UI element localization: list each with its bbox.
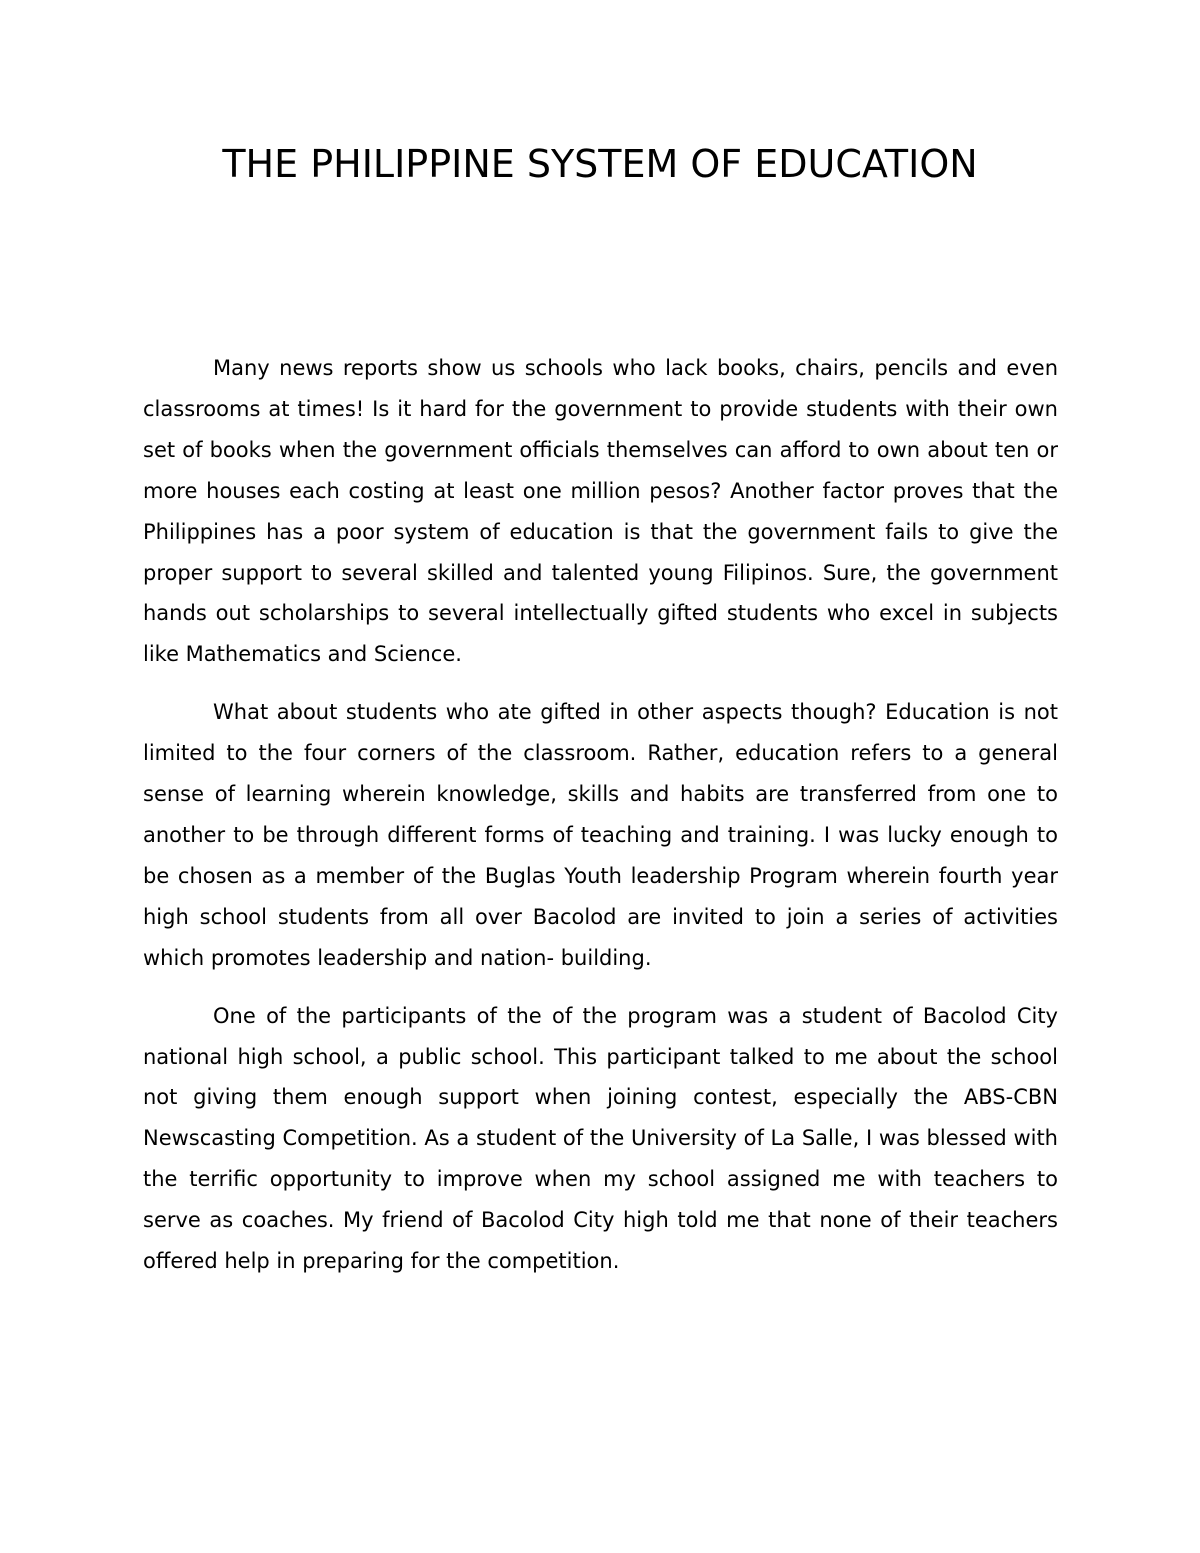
paragraph-1: Many news reports show us schools who lack books, chairs, pencils and even classrooms at times! Is it hard for the government to provide students with their own set of books when the government officials themselves can afford to own about ten or more houses each costing at least one million pesos? Another factor proves that the Philippines has a poor system of education is that the government fails to give the proper support to several skilled and talented young Filipinos. Sure, the government hands out scholarships to several intellectually gifted students who excel in subjects like Mathematics and Science. <box>143 356 1058 667</box>
paragraph-3: One of the participants of the of the program was a student of Bacolod City national high school, a public school. This participant talked to me about the school not giving them enough support when joining contest, especially the ABS-CBN Newscasting Competition. As a student of the University of La Salle, I was blessed with the terrific opportunity to improve when my school assigned me with teachers to serve as coaches. My friend of Bacolod City high told me that none of their teachers offered help in preparing for the competition. <box>143 1003 1058 1274</box>
document-title: THE PHILIPPINE SYSTEM OF EDUCATION <box>222 142 978 186</box>
document-body <box>143 348 1058 1282</box>
paragraph-2: What about students who ate gifted in other aspects though? Education is not limited to the four corners of the classroom. Rather, education refers to a general sense of learning wherein knowledge, skills and habits are transferred from one to another to be through different forms of teaching and training. I was lucky enough to be chosen as a member of the Buglas Youth leadership Program wherein fourth year high school students from all over Bacolod are invited to join a series of activities which promotes leadership and nation- building. <box>143 700 1058 970</box>
